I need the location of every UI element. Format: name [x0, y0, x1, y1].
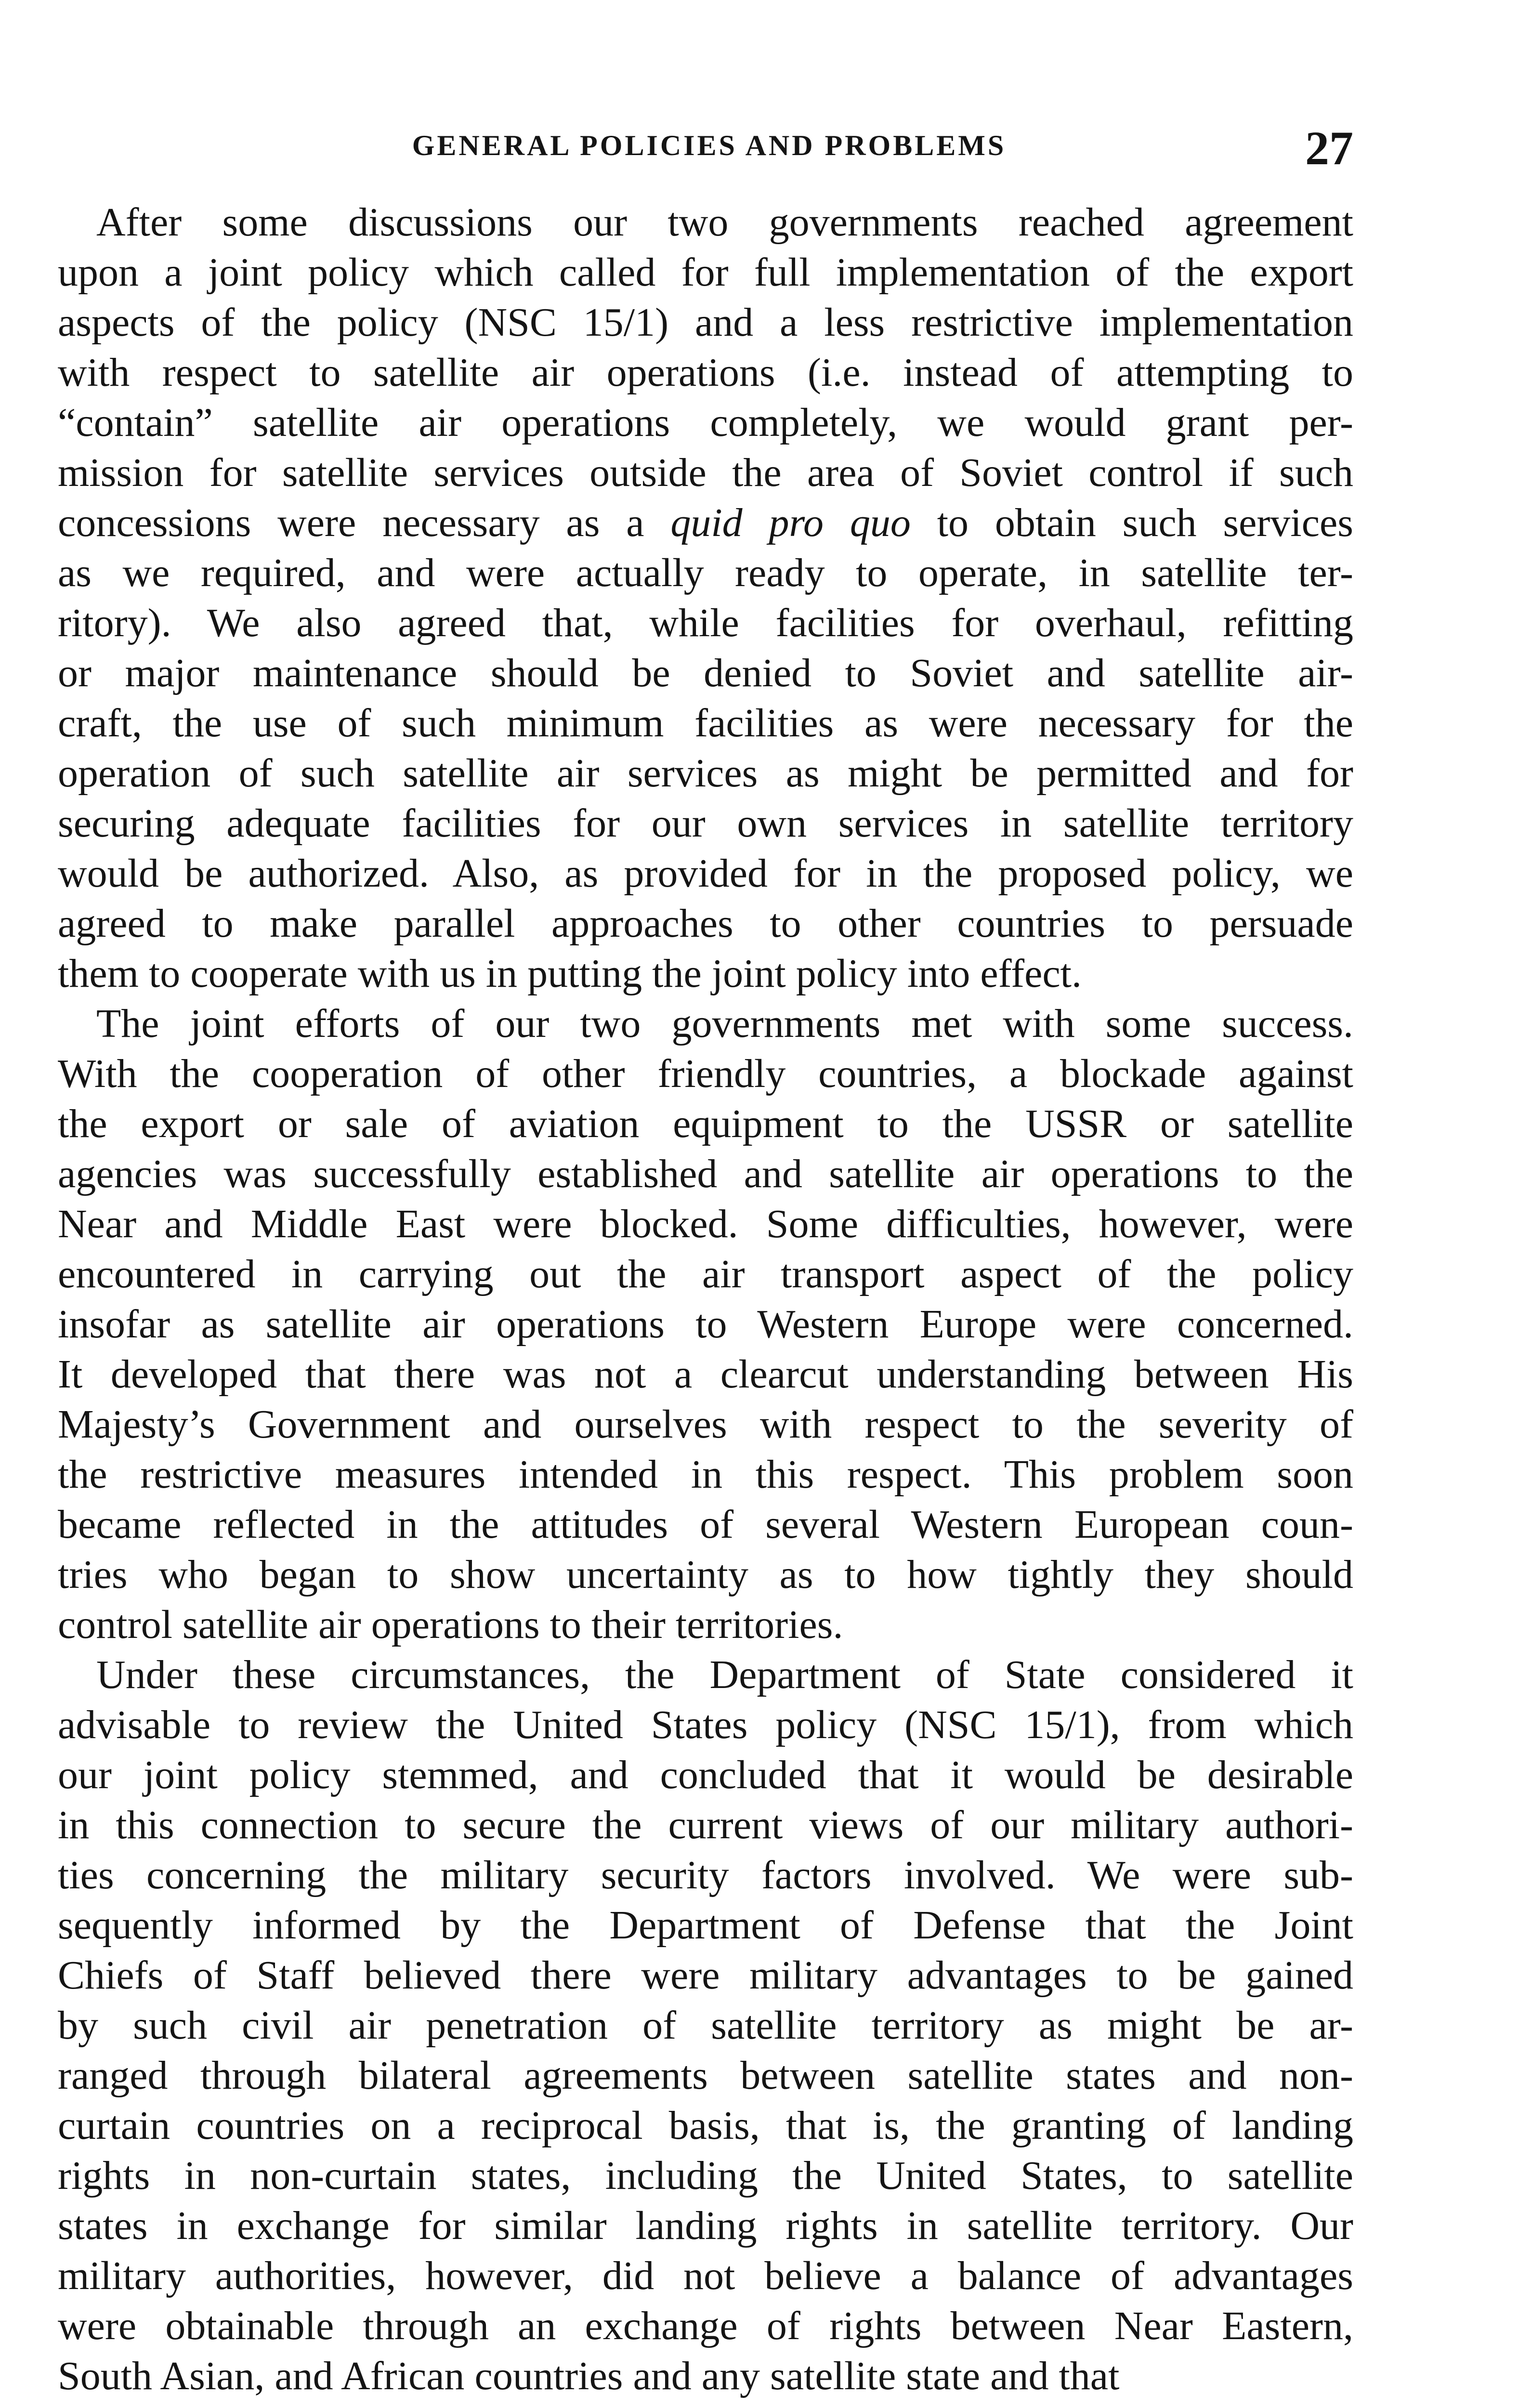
text-line: “contain” satellite air operations completely, we would grant per- — [58, 400, 1353, 445]
italic-phrase: quid pro quo — [670, 500, 911, 545]
text-line: agencies was successfully established and satellite air operations to the — [58, 1152, 1353, 1196]
text-line: After some discussions our two governments reached agreement — [96, 200, 1353, 245]
text-line: encountered in carrying out the air transport aspect of the policy — [58, 1252, 1353, 1296]
text-line: tries who began to show uncertainty as to how tightly they should — [58, 1552, 1353, 1597]
text-run: concessions were necessary as a — [58, 500, 671, 545]
text-line: Majesty’s Government and ourselves with respect to the severity of — [58, 1402, 1353, 1447]
text-line: Under these circumstances, the Department of State considered it — [96, 1652, 1353, 1697]
running-head — [65, 120, 1353, 178]
text-line: ties concerning the military security factors involved. We were sub- — [58, 1853, 1353, 1898]
text-line: The joint efforts of our two governments met with some success. — [96, 1001, 1353, 1046]
text-line: became reflected in the attitudes of several Western European coun- — [58, 1502, 1353, 1547]
text-line: curtain countries on a reciprocal basis, that is, the granting of landing — [58, 2103, 1353, 2148]
text-line: were obtainable through an exchange of rights between Near Eastern, — [58, 2303, 1353, 2348]
text-line: the restrictive measures intended in this respect. This problem soon — [58, 1452, 1353, 1497]
text-line: the export or sale of aviation equipment to the USSR or satellite — [58, 1101, 1353, 1146]
text-line: Chiefs of Staff believed there were military advantages to be gained — [58, 1953, 1353, 1998]
text-line: or major maintenance should be denied to Soviet and satellite air- — [58, 651, 1353, 695]
text-line: would be authorized. Also, as provided for in the proposed policy, we — [58, 851, 1353, 896]
text-line: agreed to make parallel approaches to other countries to persuade — [58, 901, 1353, 946]
text-line: upon a joint policy which called for full implementation of the export — [58, 250, 1353, 295]
text-line: aspects of the policy (NSC 15/1) and a less restrictive implementation — [58, 300, 1353, 345]
text-line: control satellite air operations to their territories. — [58, 1602, 843, 1647]
text-run: to obtain such services — [910, 500, 1353, 545]
text-line — [58, 498, 1353, 548]
text-line: sequently informed by the Department of Defense that the Joint — [58, 1903, 1353, 1948]
text-line: operation of such satellite air services as might be permitted and for — [58, 751, 1353, 796]
text-line: by such civil air penetration of satellite territory as might be ar- — [58, 2003, 1353, 2048]
text-line: With the cooperation of other friendly countries, a blockade against — [58, 1051, 1353, 1096]
text-line: It developed that there was not a clearcut understanding between His — [58, 1352, 1353, 1397]
text-line: military authorities, however, did not believe a balance of advantages — [58, 2253, 1353, 2298]
text-line: craft, the use of such minimum facilities as were necessary for the — [58, 701, 1353, 746]
text-line: mission for satellite services outside the area of Soviet control if such — [58, 450, 1353, 495]
text-line: advisable to review the United States policy (NSC 15/1), from which — [58, 1702, 1353, 1747]
text-line: ritory). We also agreed that, while facilities for overhaul, refitting — [58, 601, 1353, 645]
body-text — [58, 197, 1353, 2401]
text-line: them to cooperate with us in putting the joint policy into effect. — [58, 951, 1082, 996]
text-line: ranged through bilateral agreements between satellite states and non- — [58, 2053, 1353, 2098]
text-line: rights in non-curtain states, including the United States, to satellite — [58, 2153, 1353, 2198]
paragraph — [58, 999, 1353, 1650]
text-line: with respect to satellite air operations (i.e. instead of attempting to — [58, 350, 1353, 395]
page-number: 27 — [1305, 121, 1353, 175]
text-line: Near and Middle East were blocked. Some difficulties, however, were — [58, 1202, 1353, 1246]
text-line: as we required, and were actually ready to operate, in satellite ter- — [58, 550, 1353, 595]
paragraph — [58, 1650, 1353, 2401]
paragraph — [58, 197, 1353, 999]
text-line: our joint policy stemmed, and concluded that it would be desirable — [58, 1753, 1353, 1797]
text-line: insofar as satellite air operations to Western Europe were concerned. — [58, 1302, 1353, 1347]
running-head-title: GENERAL POLICIES AND PROBLEMS — [412, 130, 1007, 161]
text-line: securing adequate facilities for our own services in satellite territory — [58, 801, 1353, 846]
text-line: states in exchange for similar landing rights in satellite territory. Our — [58, 2203, 1353, 2248]
text-line: South Asian, and African countries and any satellite state and that — [58, 2354, 1120, 2398]
text-line: in this connection to secure the current views of our military authori- — [58, 1803, 1353, 1847]
